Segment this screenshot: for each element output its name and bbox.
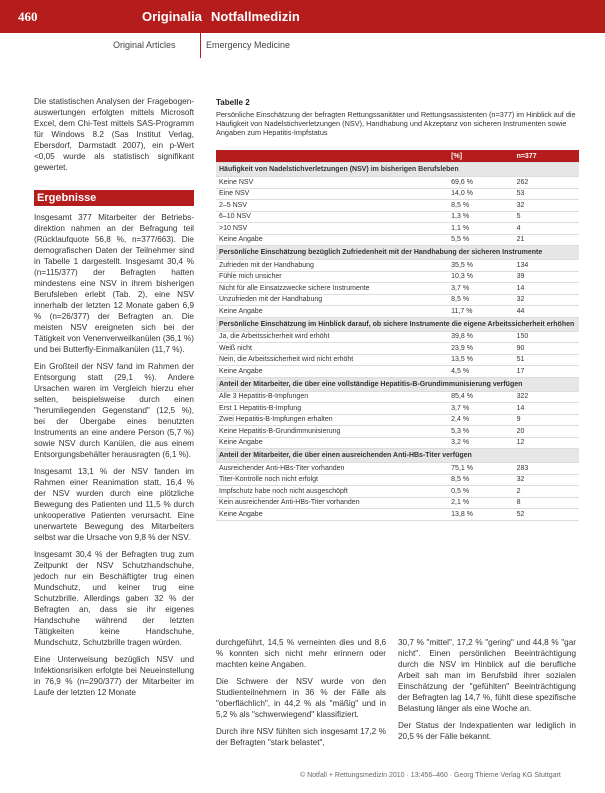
percent-cell: 35,5 % [448, 260, 513, 272]
count-cell: 32 [514, 294, 579, 306]
table-caption: Persönliche Einschätzung der befragten Rettungssanitäter und Rettungsassistenten (n=377) im Hinblick auf die Häufigkeit von Nadelstichverletzungen (NSV), Handhabung und Akzeptanz von sicheren Instrumenten sowie Angaben zum Hepatitis-Impfstatus [216, 110, 576, 137]
results-paragraph-3: Insgesamt 13,1 % der NSV fanden im Rahmen einer Reanimation statt, 16,4 % der NSV wurden durch eine plötzliche Bewegung des Patienten und 11,5 % durch unkooperative Patienten verursacht. Eine unerwartete Bewegung des Mitarbeiters selbst war die Ursache von 9,8 % der NSV. [34, 467, 194, 542]
table-row [216, 366, 579, 378]
table-header-cell [216, 150, 448, 163]
page-number: 460 [18, 9, 38, 24]
section-label: Originalia [142, 9, 202, 24]
row-label: Zufrieden mit der Handhabung [216, 260, 448, 272]
percent-cell: 5,5 % [448, 234, 513, 246]
table-row [216, 271, 579, 283]
percent-cell: 8,5 % [448, 294, 513, 306]
table-row [216, 497, 579, 509]
section-heading-cell: Persönliche Einschätzung im Hinblick darauf, ob sichere Instrumente die eigene Arbeitssicherheit erhöhen [216, 317, 579, 331]
row-label: Erst 1 Hepatitis-B-Impfung [216, 403, 448, 415]
table-row [216, 188, 579, 200]
results-paragraph-5: Eine Unterweisung bezüglich NSV und Infektionsrisiken erfolgte bei Neueinstellung in 76,9 % (n=290/377) der Mitarbeiter im Laufe der letzten 12 Monate [34, 655, 194, 697]
row-label: Keine Angabe [216, 437, 448, 449]
table-row [216, 403, 579, 415]
results-paragraph-4: Insgesamt 30,4 % der Befragten trug zum Zeitpunkt der NSV Schutzhandschuhe, jedoch nur ein Beschäftigter trug einen Mundschutz, und keiner trug eine Schutzbrille. Allerdings gaben 32 % der Befragten an, dass sie ihr eigenes Handschuhe während der letzten Tätigkeiten keine Handschuhe, Mundschutz, Schutzbrille tragen würden. [34, 550, 194, 647]
percent-cell: 3,2 % [448, 437, 513, 449]
percent-cell: 3,7 % [448, 283, 513, 295]
table-row [216, 391, 579, 403]
row-label: Impfschutz habe noch nicht ausgeschöpft [216, 486, 448, 498]
table-section-heading [216, 163, 579, 177]
count-cell: 52 [514, 509, 579, 521]
table-section-heading [216, 449, 579, 463]
mid-paragraph-2: Die Schwere der NSV wurde von den Studienteilnehmern in 36 % der Fälle als "oberflächlich", in 44,2 % als "mäßig" und in 5,2 % als "schwerwiegend" klassifiziert. [216, 677, 386, 719]
table-row [216, 343, 579, 355]
table-row [216, 474, 579, 486]
table-row [216, 486, 579, 498]
table-row [216, 426, 579, 438]
percent-cell: 11,7 % [448, 306, 513, 318]
row-label: Eine NSV [216, 188, 448, 200]
count-cell: 51 [514, 354, 579, 366]
count-cell: 4 [514, 223, 579, 235]
percent-cell: 8,5 % [448, 200, 513, 212]
table-row [216, 283, 579, 295]
page-footer: © Notfall + Rettungsmedizin 2010 · 13:456–460 · Georg Thieme Verlag KG Stuttgart [300, 772, 561, 779]
count-cell: 90 [514, 343, 579, 355]
percent-cell: 3,7 % [448, 403, 513, 415]
row-label: Ja, die Arbeitssicherheit wird erhöht [216, 331, 448, 343]
table-row [216, 306, 579, 318]
row-label: Zwei Hepatitis-B-Impfungen erhalten [216, 414, 448, 426]
right-column [398, 637, 576, 748]
row-label: 6–10 NSV [216, 211, 448, 223]
row-label: Keine Angabe [216, 234, 448, 246]
count-cell: 14 [514, 403, 579, 415]
count-cell: 44 [514, 306, 579, 318]
row-label: Fühle mich unsicher [216, 271, 448, 283]
row-label: Keine Angabe [216, 509, 448, 521]
row-label: Titer-Kontrolle noch nicht erfolgt [216, 474, 448, 486]
left-column [34, 212, 194, 704]
mid-paragraph-1: durchgeführt, 14,5 % verneinten dies und 8,6 % konnten sich nicht mehr erinnern oder machten keine Angaben. [216, 638, 386, 669]
right-paragraph-1: 30,7 % "mittel", 17,2 % "gering" und 44,8 % "gar nicht". Einen persönlichen Beeinträchtigung durch die NSV im Hinblick auf die berufliche Arbeit sah man im Berufsbild ihrer sozialen Einschätzung der "gefühlten" Beeinträchtigung der Befragten lag 14,7 %, fühlt diese spezifische Belastung länger als eine Woche an. [398, 638, 576, 713]
table-row [216, 177, 579, 189]
right-paragraph-2: Der Status der Indexpatienten war lediglich in 20,5 % der Fälle bekannt. [398, 721, 576, 741]
data-table [216, 150, 579, 521]
percent-cell: 75,1 % [448, 463, 513, 475]
table-header-cell: n=377 [514, 150, 579, 163]
table-row [216, 234, 579, 246]
percent-cell: 2,1 % [448, 497, 513, 509]
row-label: Nein, die Arbeitssicherheit wird nicht erhöht [216, 354, 448, 366]
percent-cell: 39,8 % [448, 331, 513, 343]
percent-cell: 0,5 % [448, 486, 513, 498]
topic-label: Notfallmedizin [211, 9, 300, 24]
table-section-heading [216, 317, 579, 331]
percent-cell: 69,6 % [448, 177, 513, 189]
count-cell: 32 [514, 474, 579, 486]
count-cell: 39 [514, 271, 579, 283]
percent-cell: 14,0 % [448, 188, 513, 200]
table-section-heading [216, 246, 579, 260]
table-row [216, 260, 579, 272]
percent-cell: 8,5 % [448, 474, 513, 486]
percent-cell: 85,4 % [448, 391, 513, 403]
section-heading-cell: Häufigkeit von Nadelstichverletzungen (NSV) im bisherigen Berufsleben [216, 163, 579, 177]
count-cell: 9 [514, 414, 579, 426]
percent-cell: 4,5 % [448, 366, 513, 378]
count-cell: 14 [514, 283, 579, 295]
row-label: Unzufrieden mit der Handhabung [216, 294, 448, 306]
table-header-row [216, 150, 579, 163]
row-label: Keine Angabe [216, 306, 448, 318]
subheader-left: Original Articles [113, 40, 176, 50]
table-row [216, 437, 579, 449]
table-row [216, 414, 579, 426]
table-row [216, 509, 579, 521]
count-cell: 8 [514, 497, 579, 509]
percent-cell: 5,3 % [448, 426, 513, 438]
percent-cell: 2,4 % [448, 414, 513, 426]
count-cell: 5 [514, 211, 579, 223]
mid-paragraph-3: Durch ihre NSV fühlten sich insgesamt 17,2 % der Befragten "stark belastet", [216, 727, 386, 747]
section-heading-cell: Persönliche Einschätzung bezüglich Zufriedenheit mit der Handhabung der sicheren Instrumente [216, 246, 579, 260]
count-cell: 262 [514, 177, 579, 189]
results-heading: Ergebnisse [34, 190, 194, 206]
count-cell: 322 [514, 391, 579, 403]
percent-cell: 1,1 % [448, 223, 513, 235]
percent-cell: 1,3 % [448, 211, 513, 223]
left-intro [34, 96, 194, 179]
percent-cell: 23,9 % [448, 343, 513, 355]
row-label: Alle 3 Hepatitis-B-Impfungen [216, 391, 448, 403]
row-label: Kein ausreichender Anti-HBs-Titer vorhanden [216, 497, 448, 509]
table-row [216, 331, 579, 343]
section-heading-cell: Anteil der Mitarbeiter, die über einen ausreichenden Anti-HBs-Titer verfügen [216, 449, 579, 463]
table-title: Tabelle 2 [216, 98, 250, 107]
table-row [216, 294, 579, 306]
table-header-cell: [%] [448, 150, 513, 163]
row-label: Ausreichender Anti-HBs-Titer vorhanden [216, 463, 448, 475]
results-paragraph-1: Insgesamt 377 Mitarbeiter der Betriebsdirektion nahmen an der Befragung teil (Rücklaufquote 56,8 %, n=377/663). Die demografischen Daten der Teilnehmer sind in Tabelle 1 dargestellt. Insgesamt 30,4 % (n=115/377) der Befragten hatten mindestens eine NSV in ihrem bisherigen Berufsleben erlebt (Tab. 2), eine NSV innerhalb der letzten 12 Monate gaben 6,9 % (n=26/377) der Befragten an. Die meisten NSV ereigneten sich bei der Tätigkeit von Venenverweilkanülen (36,1 %) und bei Butterfly-Einmalkanülen (11,7 %). [34, 213, 194, 354]
table-row [216, 354, 579, 366]
row-label: >10 NSV [216, 223, 448, 235]
table-row [216, 211, 579, 223]
row-label: Keine Hepatitis-B-Grundimmunisierung [216, 426, 448, 438]
percent-cell: 13,5 % [448, 354, 513, 366]
count-cell: 17 [514, 366, 579, 378]
percent-cell: 13,8 % [448, 509, 513, 521]
count-cell: 134 [514, 260, 579, 272]
count-cell: 21 [514, 234, 579, 246]
mid-column [216, 637, 386, 754]
count-cell: 12 [514, 437, 579, 449]
row-label: 2–5 NSV [216, 200, 448, 212]
count-cell: 53 [514, 188, 579, 200]
methods-paragraph: Die statistischen Analysen der Fragebogenauswertungen erfolgten mittels Microsoft Excel, dem Chi-Test mittels SAS-Programm für Windows 8.2 (Sas Institut Verlag, Ebersdorf, Darmstadt 2007), ein p-Wert <0,05 wurde als statistisch signifikant gewertet. [34, 97, 194, 172]
row-label: Keine Angabe [216, 366, 448, 378]
section-heading-cell: Anteil der Mitarbeiter, die über eine vollständige Hepatitis-B-Grundimmunisierung verfügen [216, 377, 579, 391]
table-row [216, 463, 579, 475]
count-cell: 20 [514, 426, 579, 438]
header-divider [200, 33, 201, 58]
row-label: Nicht für alle Einsatzzwecke sichere Instrumente [216, 283, 448, 295]
count-cell: 283 [514, 463, 579, 475]
percent-cell: 10,3 % [448, 271, 513, 283]
results-paragraph-2: Ein Großteil der NSV fand im Rahmen der Entsorgung statt (29,1 %). Andere Ursachen waren im Vergleich hierzu eher selten, beispielsweise durch einen "herumliegenden Gegenstand" (12,5 %), bei der Übergabe eines benutzten Instruments an eine andere Person (5,7 %) sowie NSV durch Kanülen, die aus einem Entsorgungsbehälter herausragten (6,1 %). [34, 362, 194, 459]
count-cell: 32 [514, 200, 579, 212]
count-cell: 150 [514, 331, 579, 343]
table-row [216, 223, 579, 235]
table-row [216, 200, 579, 212]
row-label: Weiß nicht [216, 343, 448, 355]
page-header [0, 0, 605, 33]
row-label: Keine NSV [216, 177, 448, 189]
count-cell: 2 [514, 486, 579, 498]
table-section-heading [216, 377, 579, 391]
subheader-right: Emergency Medicine [206, 40, 291, 50]
